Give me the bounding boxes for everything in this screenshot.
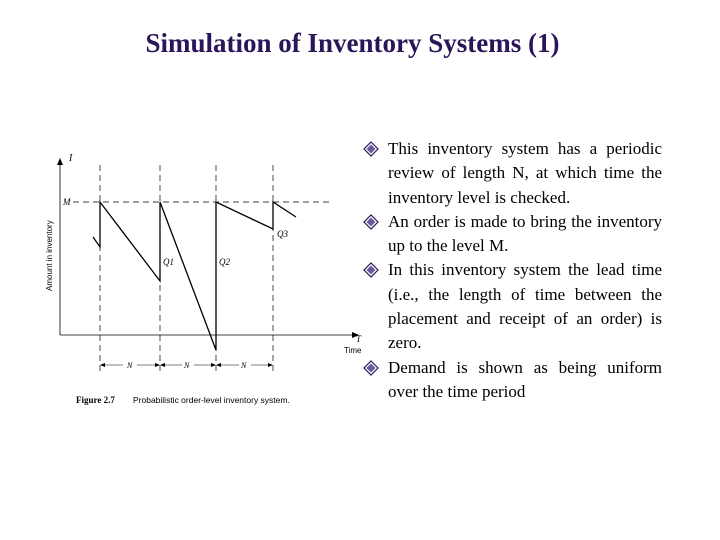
dim-arrow-icon (268, 363, 273, 367)
dim-arrow-icon (155, 363, 160, 367)
diamond-bullet-icon (363, 360, 379, 376)
period-label-3: N (241, 361, 247, 370)
period-label-2: N (184, 361, 190, 370)
bullet-item (360, 258, 662, 355)
dim-arrow-icon (211, 363, 216, 367)
bullet-text: An order is made to bring the inventory up to the level M. (388, 211, 662, 256)
bullet-text: In this inventory system the lead time (i.e., the length of time between the placement and receipt of an order) is zero. (388, 260, 662, 353)
y-axis-arrow-icon (57, 158, 63, 165)
diamond-bullet-icon (363, 262, 379, 278)
q3-label: Q3 (277, 229, 288, 239)
inventory-diagram (40, 145, 370, 415)
x-axis-letter: T (356, 334, 362, 344)
figure-caption-text: Probabilistic order-level inventory system. (133, 395, 290, 405)
bullet-item (360, 210, 662, 259)
figure-caption-number: Figure 2.7 (76, 395, 115, 405)
diamond-bullet-icon (363, 214, 379, 230)
q1-label: Q1 (163, 257, 174, 267)
dim-arrow-icon (100, 363, 105, 367)
period-label-1: N (127, 361, 133, 370)
y-axis-label: Amount in inventory (45, 220, 54, 291)
y-axis-letter: I (69, 153, 73, 164)
x-axis-label: Time (344, 346, 362, 355)
level-label: M (63, 197, 71, 207)
inventory-level-line (93, 202, 296, 350)
diamond-bullet-icon (363, 141, 379, 157)
dim-arrow-icon (160, 363, 165, 367)
dim-arrow-icon (216, 363, 221, 367)
bullet-item (360, 137, 662, 210)
bullet-list (360, 137, 662, 404)
q2-label: Q2 (219, 257, 230, 267)
bullet-text: Demand is shown as being uniform over the time period (388, 357, 662, 401)
bullet-item (360, 356, 662, 405)
inventory-figure (40, 145, 370, 415)
slide-title: Simulation of Inventory Systems (1) (145, 28, 560, 58)
bullet-text: This inventory system has a periodic review of length N, at which time the inventory level is checked. (388, 139, 662, 207)
